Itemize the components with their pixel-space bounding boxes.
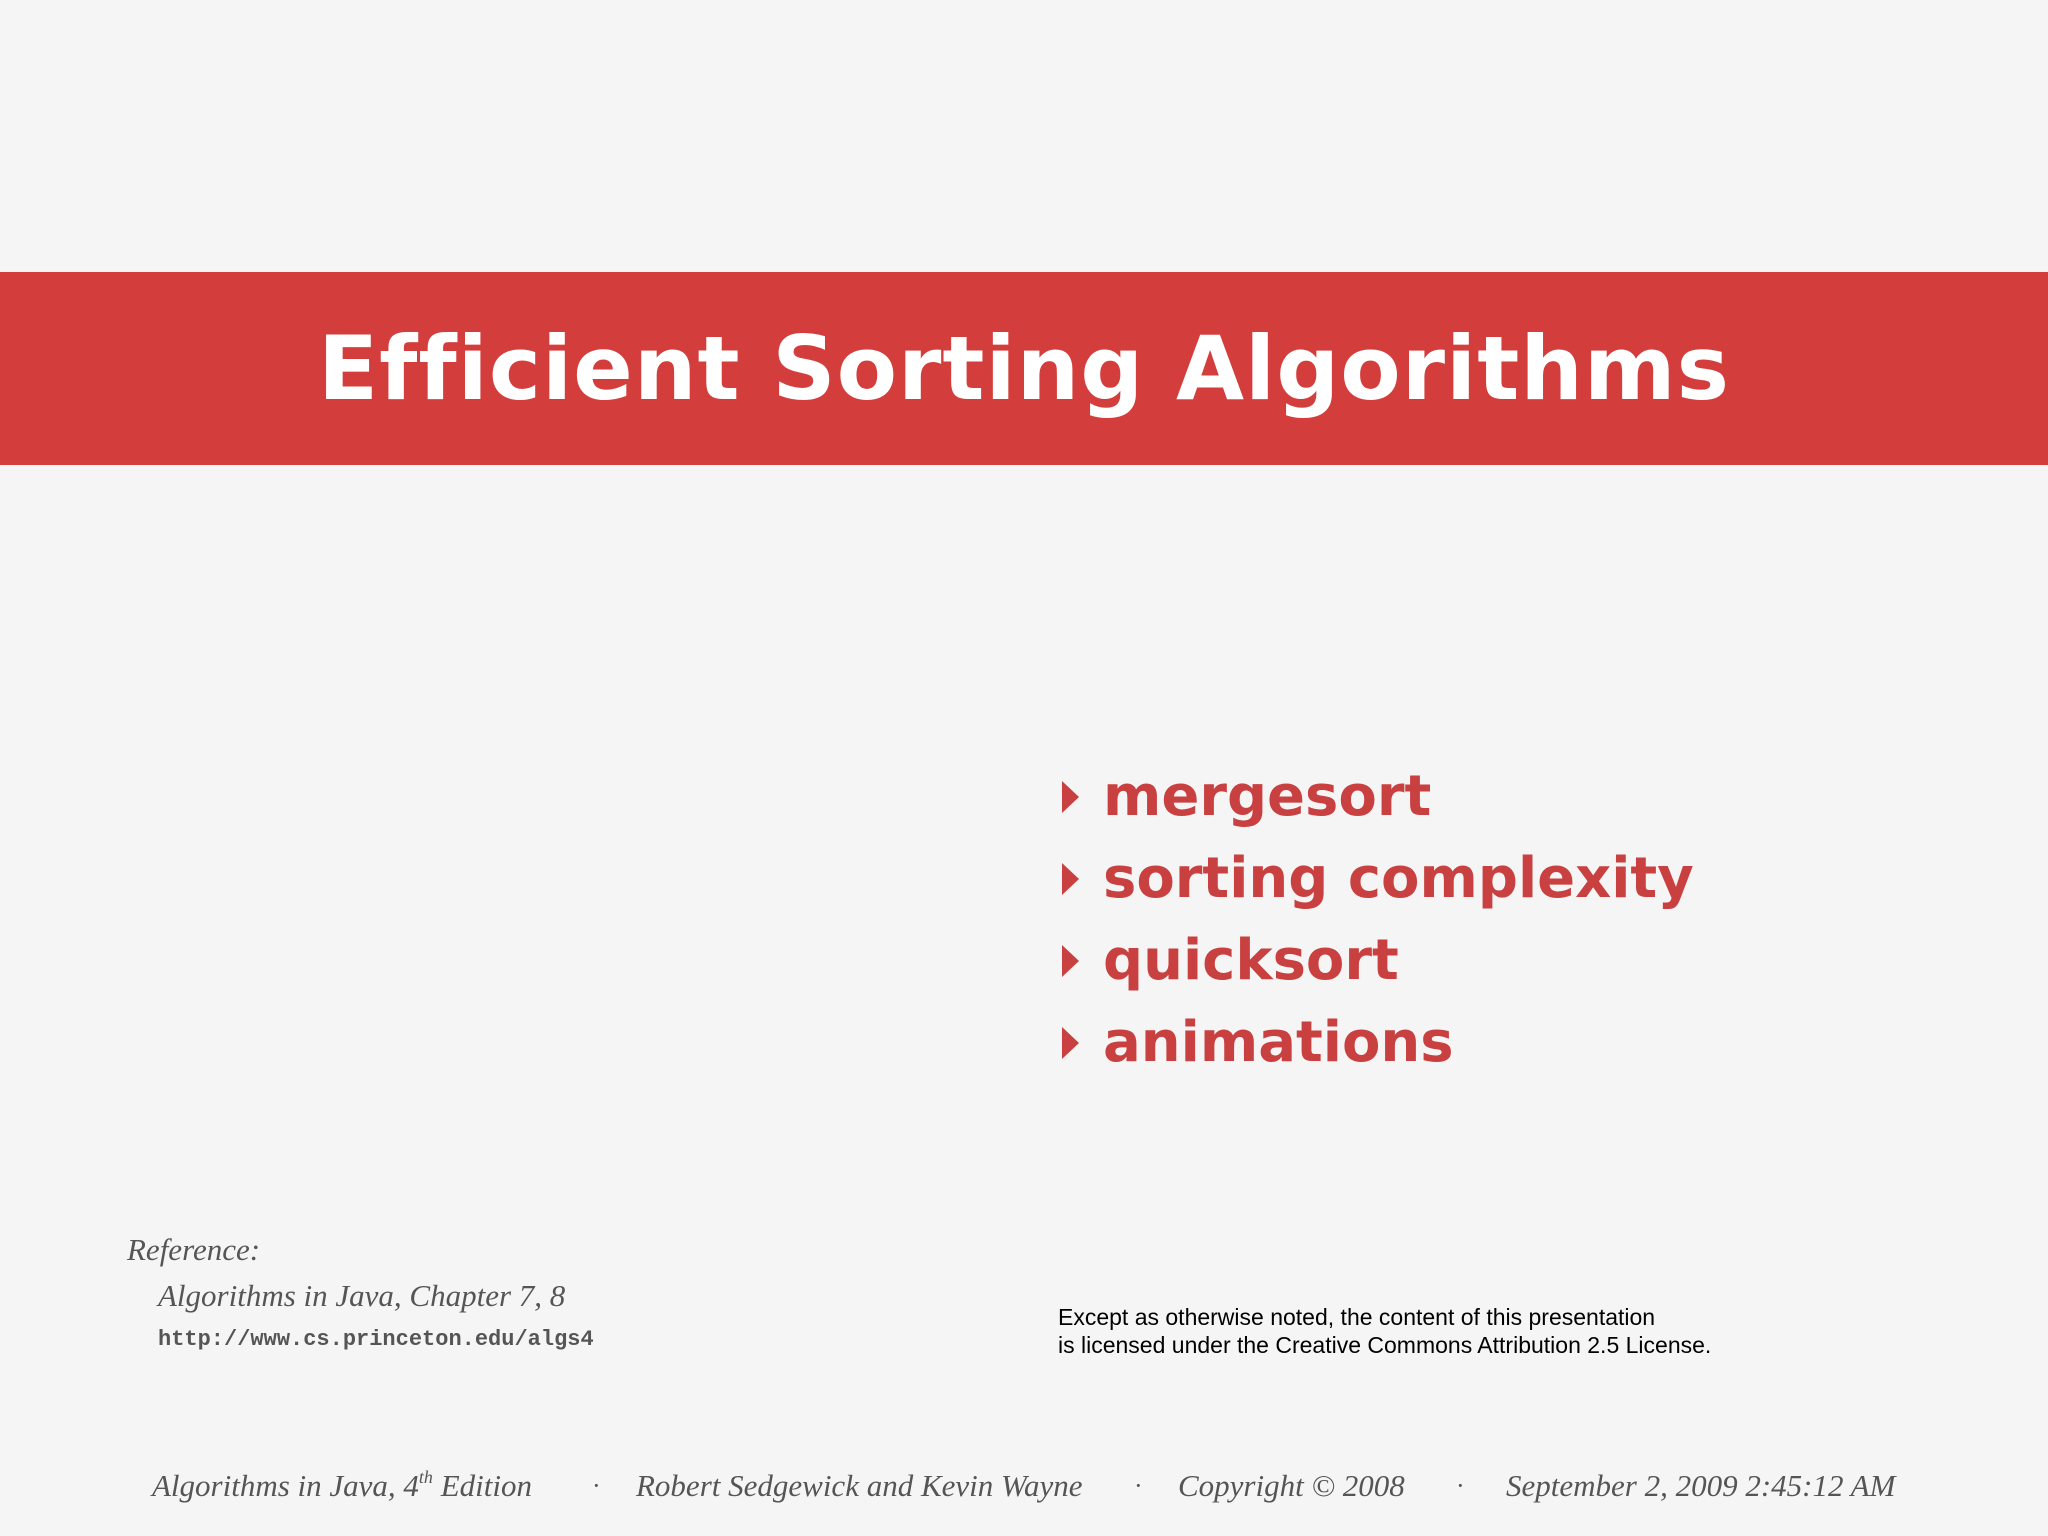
footer-timestamp: September 2, 2009 2:45:12 AM	[1506, 1468, 1896, 1503]
triangle-right-icon	[1062, 781, 1079, 813]
topic-label: mergesort	[1103, 764, 1432, 829]
topic-item	[1062, 920, 1962, 1002]
footer	[0, 1462, 2048, 1510]
footer-separator: ·	[1134, 1471, 1143, 1500]
topic-label: sorting complexity	[1103, 846, 1694, 911]
footer-copyright: Copyright © 2008	[1178, 1468, 1405, 1503]
license-line: Except as otherwise noted, the content of this presentation	[1058, 1304, 1656, 1330]
footer-authors: Robert Sedgewick and Kevin Wayne	[636, 1468, 1083, 1503]
slide-title: Efficient Sorting Algorithms	[317, 317, 1731, 420]
footer-book-prefix: Algorithms in Java, 4	[152, 1468, 419, 1503]
reference-block	[127, 1226, 847, 1362]
topic-item	[1062, 838, 1962, 920]
title-banner	[0, 272, 2048, 465]
footer-book-suffix: Edition	[432, 1468, 532, 1503]
triangle-right-icon	[1062, 1027, 1079, 1059]
license-notice	[1058, 1303, 1958, 1359]
topic-label: animations	[1103, 1010, 1454, 1075]
reference-book: Algorithms in Java, Chapter 7, 8	[158, 1278, 566, 1313]
reference-heading: Reference:	[127, 1232, 261, 1267]
footer-book-superscript: th	[418, 1467, 433, 1487]
topic-label: quicksort	[1103, 928, 1399, 993]
topic-item	[1062, 1002, 1962, 1084]
topic-item	[1062, 756, 1962, 838]
triangle-right-icon	[1062, 863, 1079, 895]
license-line: is licensed under the Creative Commons Attribution 2.5 License.	[1058, 1332, 1712, 1358]
triangle-right-icon	[1062, 945, 1079, 977]
footer-separator: ·	[592, 1471, 601, 1500]
footer-book-title	[152, 1462, 532, 1510]
reference-url-link[interactable]: http://www.cs.princeton.edu/algs4	[158, 1327, 594, 1352]
footer-separator: ·	[1456, 1471, 1465, 1500]
topic-list	[1062, 756, 1962, 1084]
